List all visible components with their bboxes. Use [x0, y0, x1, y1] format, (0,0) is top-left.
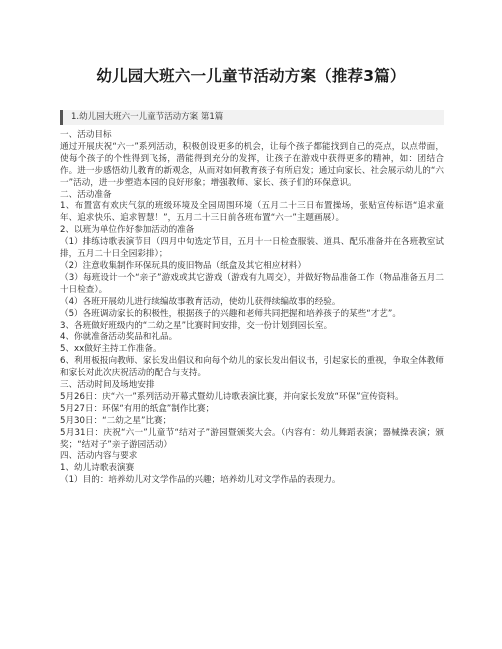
paragraph: （3）每班设计一个“亲子”游戏或其它游戏（游戏有九周交），并做好物品准备工作（物品准备五月二十日检查）。 [60, 272, 444, 295]
paragraph: 一、活动目标 [60, 130, 112, 140]
document-title: 幼儿园大班六一儿童节活动方案（推荐3篇） [96, 67, 406, 85]
paragraph: 4、你就准备活动奖品和礼品。 [60, 332, 178, 343]
section-heading-text: 1.幼儿园大班六一儿童节活动方案 第1篇 [71, 112, 224, 122]
paragraph: 通过开展庆祝“六一”系列活动，积极创设更多的机会，让每个孩子都能找到自己的亮点，以点带面，使每个孩子的个性得到飞扬，潜能得到充分的发挥，让孩子在游戏中获得更多的精神，如：团结合作。进一步感悟幼儿教育的新观念，从而对如何教育孩子有所启发；通过向家长、社会展示幼儿的“六一”活动，进一步塑造本园的良好形象；增强教师、家长、孩子们的环保意识。 [60, 141, 444, 188]
paragraph: 四、活动内容与要求 [60, 451, 138, 462]
section-heading [60, 110, 444, 125]
paragraph: （5）各班调动家长的积极性，根据孩子的兴趣和老师共同把握和培养孩子的某些“才艺”。 [60, 308, 401, 319]
paragraph: 三、活动时间及场地安排 [60, 380, 155, 391]
paragraph: （4）各班开展幼儿进行续编故事教育活动，使幼儿获得续编故事的经验。 [60, 296, 341, 307]
paragraph: 3、各班做好班级内的“二幼之星”比赛时间安排，交一份计划到园长室。 [60, 320, 333, 331]
paragraph: 1、布置富有欢庆气氛的班级环境及全园周围环境（五月二十三日布置操场，张贴宣传标语“追求童年、追求快乐、追求智慧！”，五月二十三日前各班布置“六一”主题画展）。 [60, 201, 444, 224]
paragraph: 5月26日：庆“六一”系列活动开幕式暨幼儿诗歌表演比赛，并向家长发放“环保”宣传资料。 [60, 391, 404, 402]
paragraph: 1、幼儿诗歌表演赛 [60, 463, 135, 474]
paragraph: 二、活动准备 [60, 189, 112, 200]
paragraph: 5月31日：庆祝“六一”儿童节“结对子”游园暨颁奖大会。（内容有：幼儿舞蹈表演；器械操表演；颁奖；“结对子”亲子游园活动） [60, 427, 444, 450]
paragraph: 5、xx做好主持工作准备。 [60, 344, 162, 355]
paragraph: 6、利用板报向教师、家长发出倡议和向每个幼儿的家长发出倡议书，引起家长的重视，争取全体教师和家长对此次庆祝活动的配合与支持。 [60, 356, 444, 379]
paragraph: （2）注意收集制作环保玩具的废旧物品（纸盒及其它相应材料） [60, 260, 307, 271]
paragraph: （1）排练诗歌表演节目（四月中旬选定节目，五月十一日检查服装、道具、配乐准备并在各班教室试排，五月二十日全园彩排）； [60, 237, 444, 260]
paragraph: 5月30日：“二幼之星”比赛； [60, 415, 172, 426]
paragraph: 5月27日：环保“有用的纸盒”制作比赛； [60, 403, 215, 414]
paragraph: 2、以班为单位作好参加活动的准备 [60, 225, 195, 236]
paragraph: （1）目的：培养幼儿对文学作品的兴趣；培养幼儿对文学作品的表现力。 [60, 475, 341, 486]
document-body [60, 130, 444, 487]
